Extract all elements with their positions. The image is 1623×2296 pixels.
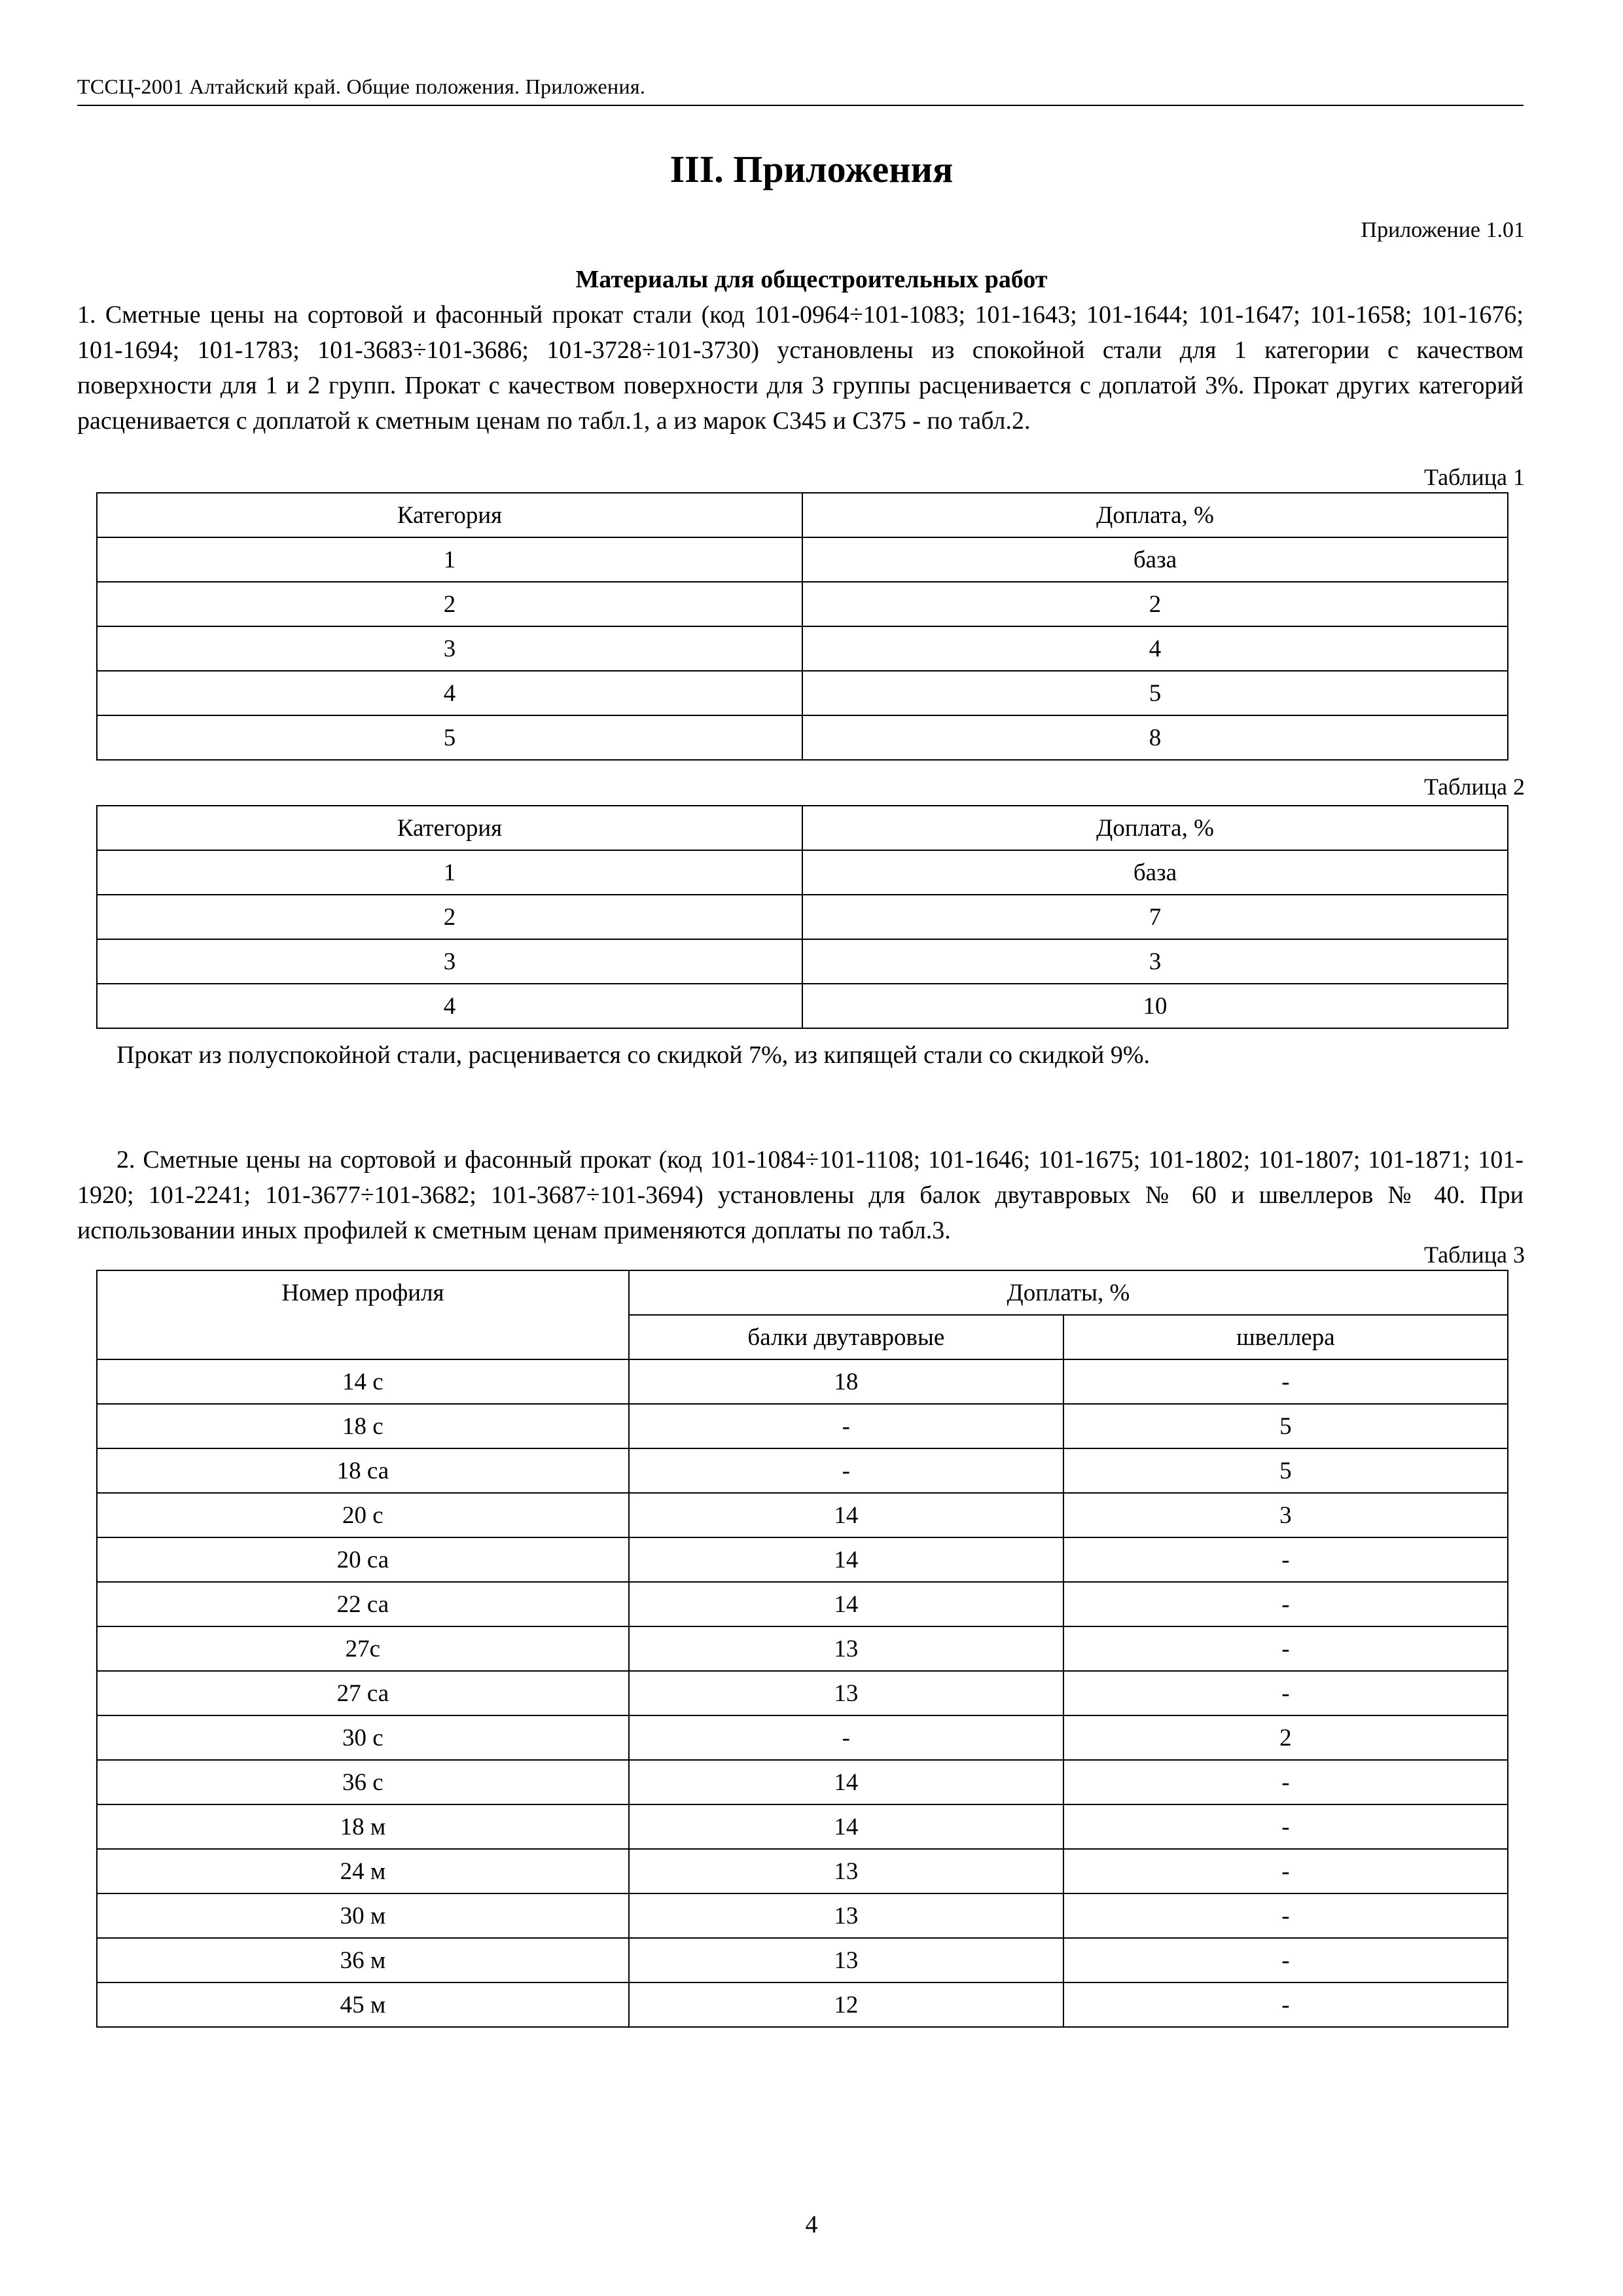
cell-surcharge: 10: [802, 984, 1508, 1028]
cell-beams: -: [629, 1715, 1063, 1760]
cell-surcharge: 4: [802, 626, 1508, 671]
cell-channels: -: [1063, 1582, 1508, 1626]
table-row: [97, 582, 1508, 626]
cell-surcharge: 8: [802, 715, 1508, 760]
cell-channels: -: [1063, 1537, 1508, 1582]
cell-channels: -: [1063, 1849, 1508, 1893]
column-header-category: Категория: [97, 493, 802, 537]
table-3-body: [97, 1359, 1508, 2027]
cell-profile: 27 са: [97, 1671, 629, 1715]
table-header-row: [97, 1270, 1508, 1315]
section-title: III. Приложения: [669, 148, 954, 190]
cell-channels: -: [1063, 1760, 1508, 1804]
table-row: [97, 1359, 1508, 1404]
cell-category: 4: [97, 984, 802, 1028]
column-header-channels: швеллера: [1063, 1315, 1508, 1359]
cell-beams: 13: [629, 1671, 1063, 1715]
cell-beams: 13: [629, 1893, 1063, 1938]
cell-channels: -: [1063, 1359, 1508, 1404]
cell-profile: 18 с: [97, 1404, 629, 1448]
cell-surcharge: 5: [802, 671, 1508, 715]
cell-channels: -: [1063, 1671, 1508, 1715]
cell-channels: 5: [1063, 1448, 1508, 1493]
cell-category: 1: [97, 850, 802, 895]
table-row: [97, 850, 1508, 895]
cell-profile: 27с: [97, 1626, 629, 1671]
paragraph-1: 1. Сметные цены на сортовой и фасонный прокат стали (код 101-0964÷101-1083; 101-1643; 101-1644; 101-1647; 101-1658; 101-1676; 101-1694; 101-1783; 101-3683÷101-3686; 101-3728÷101-3730) установлены из спокойной стали для 1 категории с качеством поверхности для 1 и 2 групп. Прокат с качеством поверхности для 3 группы расценивается с доплатой 3%. Прокат других категорий расценивается с доплатой к сметным ценам по табл.1, а из марок С345 и С375 - по табл.2.: [77, 301, 1524, 435]
table-row: [97, 537, 1508, 582]
table-3: [96, 1270, 1508, 2028]
table-row: [97, 1893, 1508, 1938]
cell-channels: 5: [1063, 1404, 1508, 1448]
cell-beams: 14: [629, 1493, 1063, 1537]
column-header-beams: балки двутавровые: [629, 1315, 1063, 1359]
column-header-surcharges: Доплаты, %: [629, 1270, 1508, 1315]
paragraph-discount: Прокат из полуспокойной стали, расценивается со скидкой 7%, из кипящей стали со скидкой 9%.: [116, 1041, 1150, 1069]
cell-profile: 20 с: [97, 1493, 629, 1537]
cell-profile: 18 м: [97, 1804, 629, 1849]
table-row: [97, 1760, 1508, 1804]
cell-category: 2: [97, 582, 802, 626]
table-row: [97, 715, 1508, 760]
cell-channels: -: [1063, 1982, 1508, 2027]
table-row: [97, 1626, 1508, 1671]
cell-category: 5: [97, 715, 802, 760]
table-row: [97, 1938, 1508, 1982]
cell-surcharge: 2: [802, 582, 1508, 626]
cell-profile: 22 са: [97, 1582, 629, 1626]
cell-beams: 14: [629, 1804, 1063, 1849]
cell-beams: -: [629, 1404, 1063, 1448]
table-row: [97, 1448, 1508, 1493]
cell-channels: -: [1063, 1893, 1508, 1938]
cell-category: 2: [97, 895, 802, 939]
table-row: [97, 1804, 1508, 1849]
table-row: [97, 671, 1508, 715]
table-header-row: [97, 493, 1508, 537]
cell-profile: 36 с: [97, 1760, 629, 1804]
cell-profile: 45 м: [97, 1982, 629, 2027]
table-row: [97, 939, 1508, 984]
cell-profile: 30 м: [97, 1893, 629, 1938]
column-header-surcharge: Доплата, %: [802, 493, 1508, 537]
cell-category: 3: [97, 626, 802, 671]
cell-category: 3: [97, 939, 802, 984]
subsection-title: Материалы для общестроительных работ: [575, 266, 1048, 293]
cell-channels: 2: [1063, 1715, 1508, 1760]
cell-profile: 36 м: [97, 1938, 629, 1982]
cell-beams: 14: [629, 1537, 1063, 1582]
cell-category: 4: [97, 671, 802, 715]
cell-surcharge: база: [802, 850, 1508, 895]
table-row: [97, 1493, 1508, 1537]
cell-channels: 3: [1063, 1493, 1508, 1537]
column-header-profile: Номер профиля: [97, 1270, 629, 1359]
paragraph-2: 2. Сметные цены на сортовой и фасонный прокат (код 101-1084÷101-1108; 101-1646; 101-1675; 101-1802; 101-1807; 101-1871; 101-1920; 101-2241; 101-3677÷101-3682; 101-3687÷101-3694) установлены для балок двутавровых № 60 и швеллеров № 40. При использовании иных профилей к сметным ценам применяются доплаты по табл.3.: [77, 1146, 1524, 1244]
table-row: [97, 1982, 1508, 2027]
cell-beams: 14: [629, 1582, 1063, 1626]
table-row: [97, 626, 1508, 671]
appendix-number: Приложение 1.01: [1361, 218, 1525, 242]
table-row: [97, 895, 1508, 939]
cell-surcharge: 7: [802, 895, 1508, 939]
cell-channels: -: [1063, 1938, 1508, 1982]
cell-surcharge: 3: [802, 939, 1508, 984]
cell-beams: 12: [629, 1982, 1063, 2027]
cell-beams: 13: [629, 1849, 1063, 1893]
cell-profile: 18 са: [97, 1448, 629, 1493]
table-3-caption: Таблица 3: [1424, 1242, 1525, 1268]
table-1-caption: Таблица 1: [1424, 464, 1525, 490]
running-header: ТССЦ-2001 Алтайский край. Общие положения. Приложения.: [77, 75, 646, 98]
cell-beams: 13: [629, 1626, 1063, 1671]
table-row: [97, 1537, 1508, 1582]
column-header-category: Категория: [97, 806, 802, 850]
table-2: [96, 805, 1508, 1029]
table-row: [97, 1404, 1508, 1448]
cell-profile: 20 са: [97, 1537, 629, 1582]
table-row: [97, 984, 1508, 1028]
column-header-surcharge: Доплата, %: [802, 806, 1508, 850]
table-header-row: [97, 806, 1508, 850]
table-1: [96, 492, 1508, 761]
table-row: [97, 1715, 1508, 1760]
table-row: [97, 1849, 1508, 1893]
cell-beams: 14: [629, 1760, 1063, 1804]
cell-beams: 18: [629, 1359, 1063, 1404]
cell-category: 1: [97, 537, 802, 582]
cell-channels: -: [1063, 1626, 1508, 1671]
table-row: [97, 1582, 1508, 1626]
cell-channels: -: [1063, 1804, 1508, 1849]
page-number: 4: [805, 2211, 818, 2238]
table-2-caption: Таблица 2: [1424, 774, 1525, 800]
header-rule: [77, 105, 1524, 106]
cell-profile: 14 с: [97, 1359, 629, 1404]
table-row: [97, 1671, 1508, 1715]
cell-beams: 13: [629, 1938, 1063, 1982]
cell-surcharge: база: [802, 537, 1508, 582]
cell-beams: -: [629, 1448, 1063, 1493]
cell-profile: 30 с: [97, 1715, 629, 1760]
cell-profile: 24 м: [97, 1849, 629, 1893]
